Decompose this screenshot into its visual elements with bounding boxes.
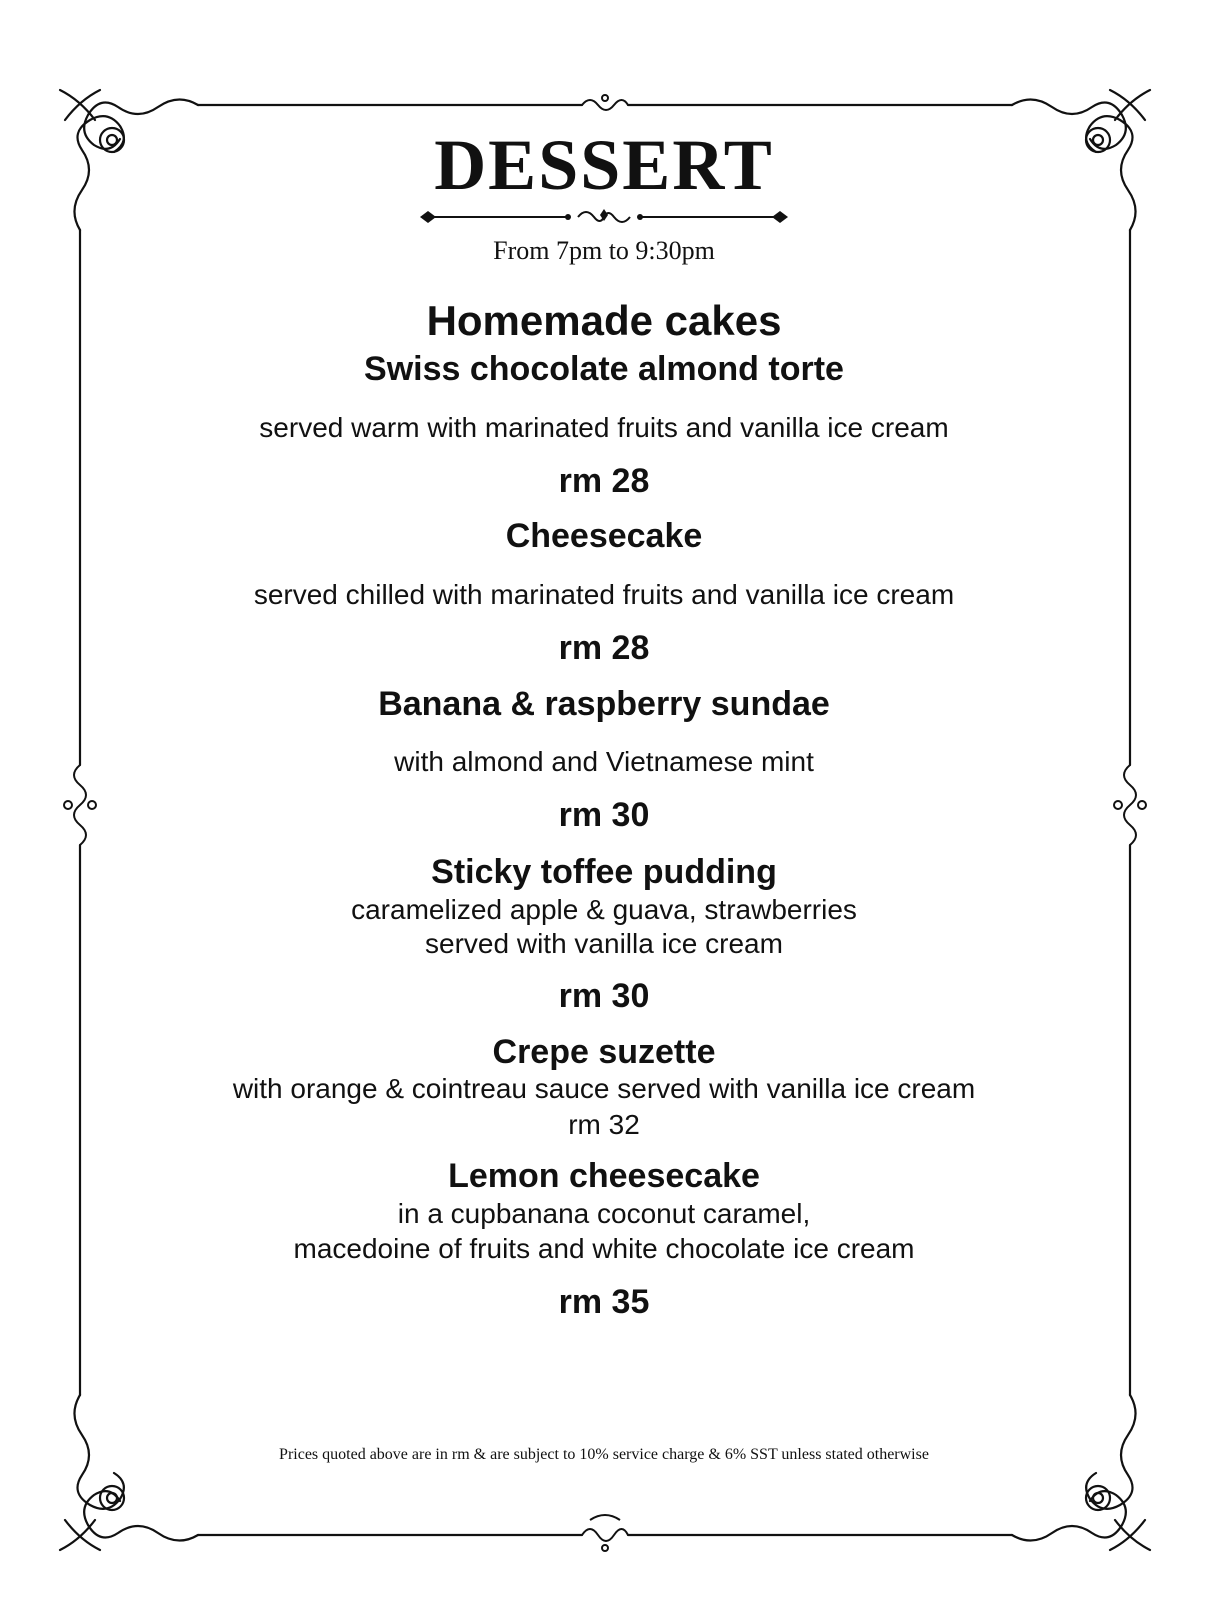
item-name: Lemon cheesecake <box>448 1157 760 1195</box>
menu-title: DESSERT <box>434 125 774 205</box>
item-price: rm 35 <box>558 1283 650 1321</box>
item-price: rm 28 <box>558 629 650 667</box>
item-price: rm 30 <box>558 977 650 1015</box>
serving-hours: From 7pm to 9:30pm <box>493 236 715 265</box>
item-description: with almond and Vietnamese mint <box>394 746 814 777</box>
item-name: Cheesecake <box>505 517 703 555</box>
item-description: caramelized apple & guava, strawberries <box>351 894 857 925</box>
item-name: Crepe suzette <box>492 1033 716 1071</box>
item-price: rm 28 <box>558 462 650 500</box>
section-heading: Homemade cakes <box>426 297 782 344</box>
item-description: in a cupbanana coconut caramel, <box>397 1198 811 1229</box>
item-description: with orange & cointreau sauce served with vanilla ice cream <box>232 1073 976 1104</box>
item-description: served warm with marinated fruits and vanilla ice cream <box>259 412 949 443</box>
item-price: rm 30 <box>558 796 650 834</box>
item-name: Banana & raspberry sundae <box>378 685 830 723</box>
item-price: rm 32 <box>568 1109 640 1140</box>
item-description: macedoine of fruits and white chocolate ice cream <box>293 1233 915 1264</box>
title-divider-ornament <box>418 205 790 229</box>
item-name: Swiss chocolate almond torte <box>364 350 844 388</box>
item-description: served chilled with marinated fruits and vanilla ice cream <box>253 579 955 610</box>
pricing-footnote: Prices quoted above are in rm & are subject to 10% service charge & 6% SST unless stated otherwise <box>279 1446 929 1463</box>
item-name: Sticky toffee pudding <box>431 853 777 891</box>
item-description: served with vanilla ice cream <box>425 928 783 959</box>
